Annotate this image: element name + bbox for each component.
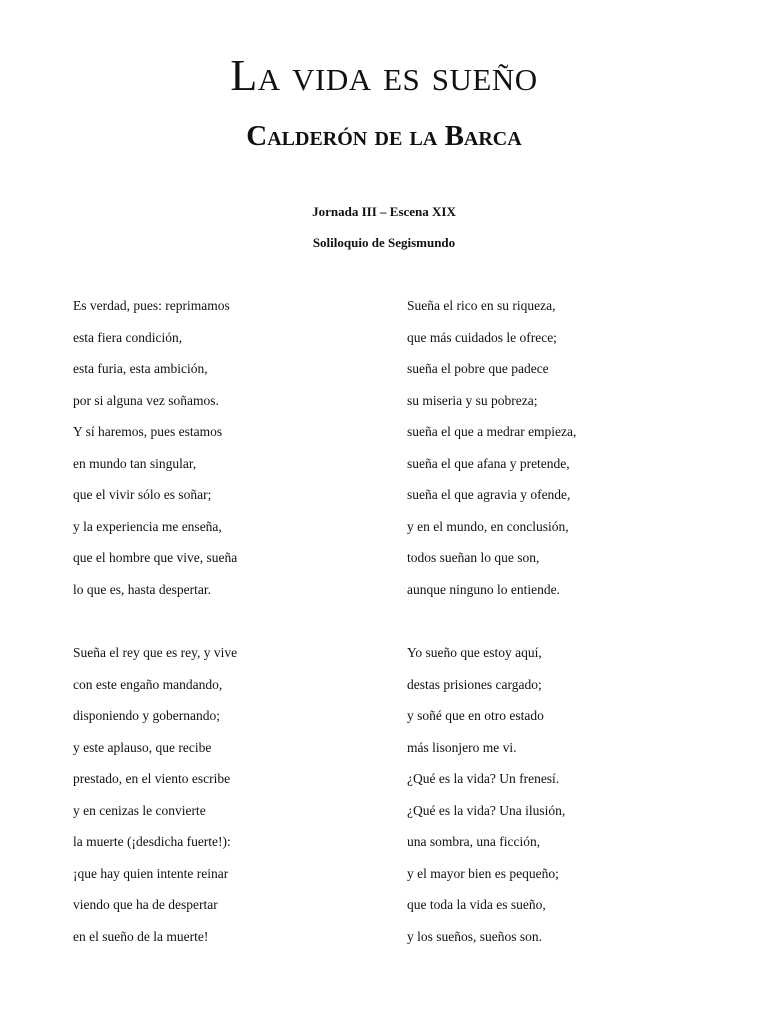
verse-line: que el hombre que vive, sueña	[73, 550, 238, 565]
verse-line: viendo que ha de despertar	[73, 897, 218, 912]
verse-line: Yo sueño que estoy aquí,	[407, 645, 542, 660]
verse-line: y este aplauso, que recibe	[73, 739, 212, 755]
verse-line: que el vivir sólo es soñar;	[73, 487, 212, 502]
verse-line: ¿Qué es la vida? Un frenesí.	[407, 771, 560, 786]
document-title: La vida es sueño	[230, 51, 538, 100]
stanza-2	[407, 290, 576, 605]
verse-line: Es verdad, pues: reprimamos	[73, 298, 230, 313]
verse-line: sueña el que a medrar empieza,	[407, 424, 577, 439]
verse-line: ¿Qué es la vida? Una ilusión,	[407, 802, 566, 818]
section-heading: Soliloquio de Segismundo	[312, 235, 456, 250]
verse-line: y la experiencia me enseña,	[73, 518, 222, 534]
verse-line: y en el mundo, en conclusión,	[407, 518, 569, 534]
verse-line: destas prisiones cargado;	[407, 676, 542, 692]
verse-line: y los sueños, sueños son.	[407, 928, 543, 944]
verse-line: aunque ninguno lo entiende.	[407, 581, 560, 597]
verse-line: con este engaño mandando,	[73, 676, 223, 692]
verse-line: prestado, en el viento escribe	[73, 771, 231, 786]
verse-line: que toda la vida es sueño,	[407, 897, 546, 912]
stanza-4	[407, 637, 565, 952]
verse-line: y soñé que en otro estado	[407, 708, 544, 723]
verse-line: lo que es, hasta despertar.	[73, 581, 211, 597]
stanza-3	[73, 637, 237, 952]
verse-line: esta fiera condición,	[73, 329, 183, 345]
verse-line: en el sueño de la muerte!	[73, 928, 209, 944]
verse-line: su miseria y su pobreza;	[407, 392, 538, 408]
verse-line: y en cenizas le convierte	[73, 802, 206, 818]
verse-line: la muerte (¡desdicha fuerte!):	[73, 834, 231, 849]
verse-line: sueña el que afana y pretende,	[407, 455, 570, 471]
verse-line: una sombra, una ficción,	[407, 834, 541, 849]
author-name: Calderón de la Barca	[246, 120, 522, 152]
verse-line: ¡que hay quien intente reinar	[73, 865, 229, 881]
verse-line: Y sí haremos, pues estamos	[73, 424, 223, 439]
verse-line: en mundo tan singular,	[73, 455, 197, 471]
verse-line: sueña el que agravia y ofende,	[407, 487, 571, 502]
verse-line: por si alguna vez soñamos.	[73, 392, 219, 408]
verse-line: sueña el pobre que padece	[407, 361, 549, 376]
verse-line: y el mayor bien es pequeño;	[407, 865, 559, 881]
verse-line: más lisonjero me vi.	[407, 739, 517, 755]
scene-heading: Jornada III – Escena XIX	[312, 204, 456, 219]
verse-line: esta furia, esta ambición,	[73, 361, 208, 376]
stanza-1	[73, 290, 237, 605]
verse-line: disponiendo y gobernando;	[73, 708, 220, 723]
verse-line: Sueña el rey que es rey, y vive	[73, 645, 238, 660]
verse-line: todos sueñan lo que son,	[407, 550, 540, 565]
verse-line: Sueña el rico en su riqueza,	[407, 298, 556, 313]
verse-line: que más cuidados le ofrece;	[407, 329, 557, 345]
